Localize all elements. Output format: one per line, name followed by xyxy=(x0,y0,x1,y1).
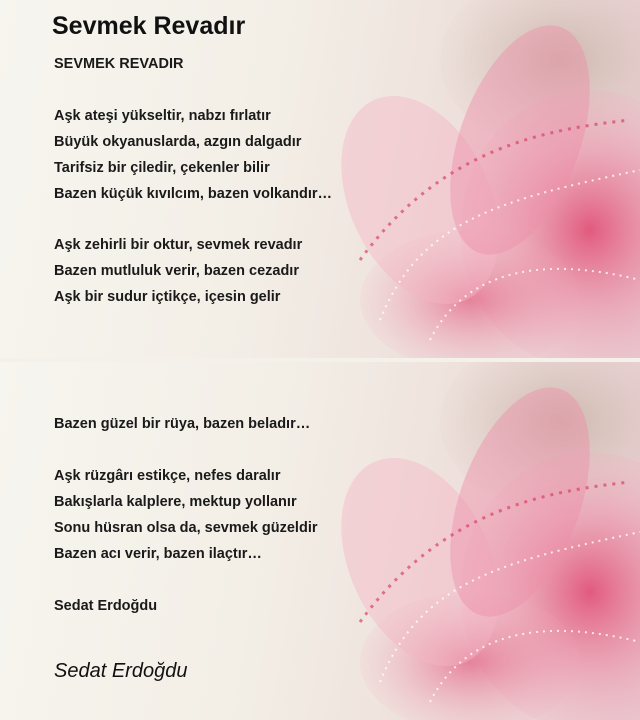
poem-line: Aşk zehirli bir oktur, sevmek revadır xyxy=(54,237,303,253)
poem-line: Bakışlarla kalplere, mektup yollanır xyxy=(54,494,297,510)
poem-heading: SEVMEK REVADIR xyxy=(54,56,184,72)
poem-line: Aşk rüzgârı estikçe, nefes daralır xyxy=(54,468,281,484)
poem-line: Bazen acı verir, bazen ilaçtır… xyxy=(54,546,262,562)
poem-line: Büyük okyanuslarda, azgın dalgadır xyxy=(54,134,302,150)
poem-line: Aşk ateşi yükseltir, nabzı fırlatır xyxy=(54,108,271,124)
poem-author: Sedat Erdoğdu xyxy=(54,598,158,614)
poem-line: Sonu hüsran olsa da, sevmek güzeldir xyxy=(54,520,318,536)
poem-line: Aşk bir sudur içtikçe, içesin gelir xyxy=(54,289,281,305)
poem-line: Bazen küçük kıvılcım, bazen volkandır… xyxy=(54,186,333,202)
poem-line: Tarifsiz bir çiledir, çekenler bilir xyxy=(54,160,270,176)
page-title: Sevmek Revadır xyxy=(52,12,246,40)
signature: Sedat Erdoğdu xyxy=(54,660,188,682)
poem-line: Bazen güzel bir rüya, bazen beladır… xyxy=(54,416,311,432)
poem-line: Bazen mutluluk verir, bazen cezadır xyxy=(54,263,299,279)
